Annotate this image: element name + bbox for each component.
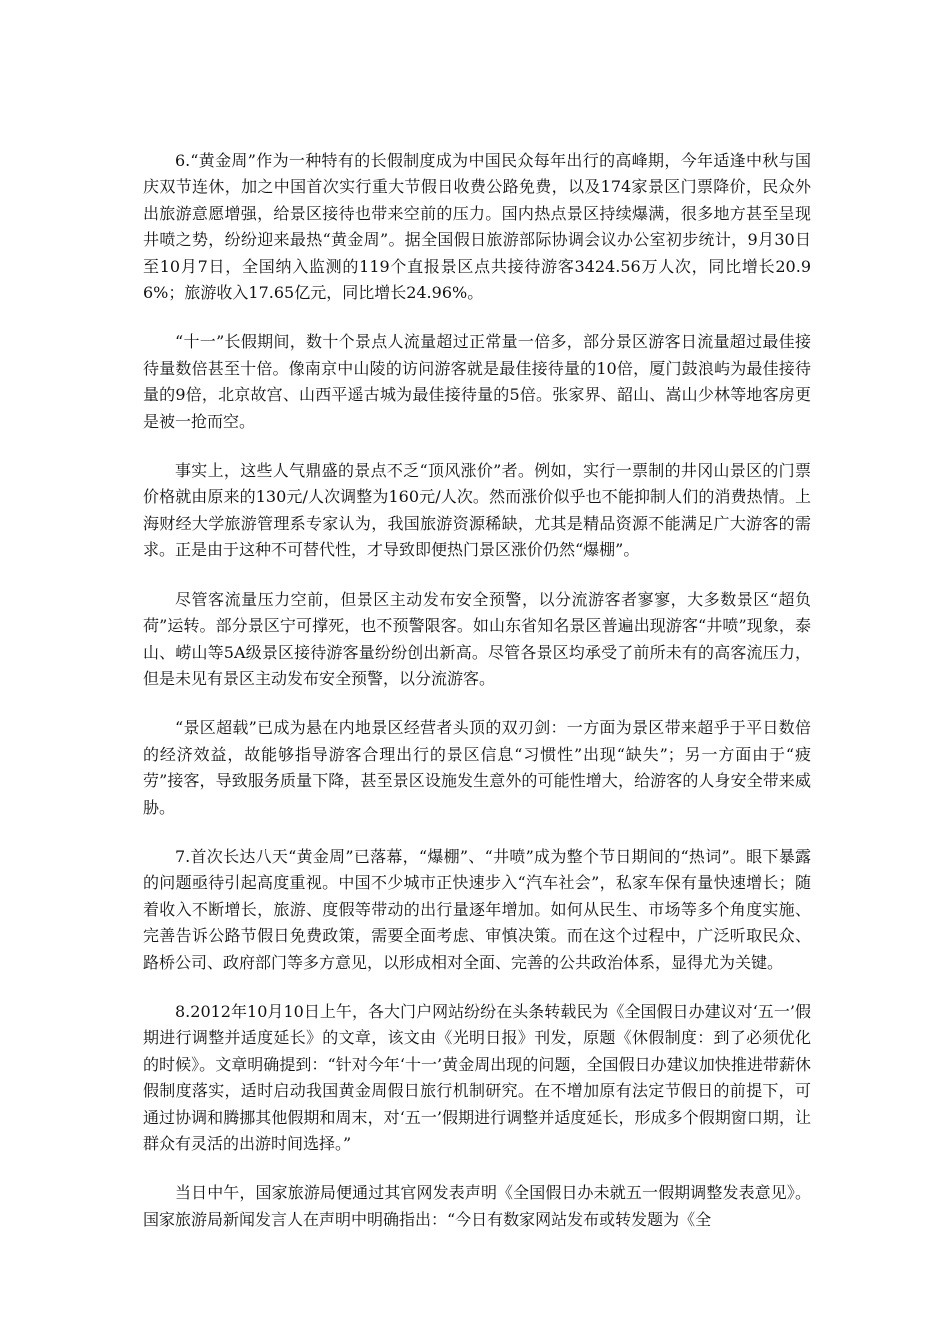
paragraph-price-increase: 事实上，这些人气鼎盛的景点不乏“顶风涨价”者。例如，实行一票制的井冈山景区的门票价格就由原来的130元/人次调整为160元/人次。然而涨价似乎也不能抑制人们的消费热情。上海财经大学旅游管理系专家认为，我国旅游资源稀缺，尤其是精品资源不能满足广大游客的需求。正是由于这种不可替代性，才导致即便热门景区涨价仍然“爆棚”。	[143, 461, 811, 560]
paragraph-safety-warning: 尽管客流量压力空前，但景区主动发布安全预警，以分流游客者寥寥，大多数景区“超负荷”运转。部分景区宁可撑死，也不预警限客。如山东省知名景区普遍出现游客“井喷”现象，泰山、崂山等5A级景区接待游客量纷纷创出新高。尽管各景区均承受了前所未有的高客流压力，但是未见有景区主动发布安全预警，以分流游客。	[143, 589, 811, 688]
document-body	[143, 148, 811, 1256]
paragraph-tourism-bureau-statement: 当日中午，国家旅游局便通过其官网发表声明《全国假日办未就五一假期调整发表意见》。国家旅游局新闻发言人在声明中明确指出：“今日有数家网站发布或转发题为《全	[143, 1183, 811, 1229]
paragraph-6-golden-week: 6.“黄金周”作为一种特有的长假制度成为中国民众每年出行的高峰期，今年适逢中秋与国庆双节连休，加之中国首次实行重大节假日收费公路免费，以及174家景区门票降价，民众外出旅游意愿增强，给景区接待也带来空前的压力。国内热点景区持续爆满，很多地方甚至呈现井喷之势，纷纷迎来最热“黄金周”。据全国假日旅游部际协调会议办公室初步统计，9月30日至10月7日，全国纳入监测的119个直报景区点共接待游客3424.56万人次，同比增长20.96%；旅游收入17.65亿元，同比增长24.96%。	[143, 151, 811, 303]
paragraph-7-hot-words: 7.首次长达八天“黄金周”已落幕，“爆棚”、“井喷”成为整个节日期间的“热词”。眼下暴露的问题亟待引起高度重视。中国不少城市正快速步入“汽车社会”，私家车保有量快速增长；随着收入不断增长，旅游、度假等带动的出行量逐年增加。如何从民生、市场等多个角度实施、完善告诉公路节假日免费政策，需要全面考虑、审慎决策。而在这个过程中，广泛听取民众、路桥公司、政府部门等多方意见，以形成相对全面、完善的公共政治体系，显得尤为关键。	[143, 846, 811, 972]
paragraph-overload-double-edged: “景区超载”已成为悬在内地景区经营者头顶的双刃剑：一方面为景区带来超乎于平日数倍的经济效益，故能够指导游客合理出行的景区信息“习惯性”出现“缺失”；另一方面由于“疲劳”接客，导致服务质量下降，甚至景区设施发生意外的可能性增大，给游客的人身安全带来威胁。	[143, 718, 811, 817]
paragraph-national-day-crowds: “十一”长假期间，数十个景点人流量超过正常量一倍多，部分景区游客日流量超过最佳接待量数倍甚至十倍。像南京中山陵的访问游客就是最佳接待量的10倍，厦门鼓浪屿为最佳接待量的9倍，北京故宫、山西平遥古城为最佳接待量的5倍。张家界、韶山、嵩山少林等地客房更是被一抢而空。	[143, 332, 811, 431]
paragraph-8-may-day-proposal: 8.2012年10月10日上午，各大门户网站纷纷在头条转载民为《全国假日办建议对‘五一’假期进行调整并适度延长》的文章，该文由《光明日报》刊发，原题《休假制度：到了必须优化的时候》。文章明确提到：“针对今年‘十一’黄金周出现的问题，全国假日办建议加快推进带薪休假制度落实，适时启动我国黄金周假日旅行机制研究。在不增加原有法定节假日的前提下，可通过协调和腾挪其他假期和周末，对‘五一’假期进行调整并适度延长，形成多个假期窗口期，让群众有灵活的出游时间选择。”	[143, 1001, 811, 1153]
